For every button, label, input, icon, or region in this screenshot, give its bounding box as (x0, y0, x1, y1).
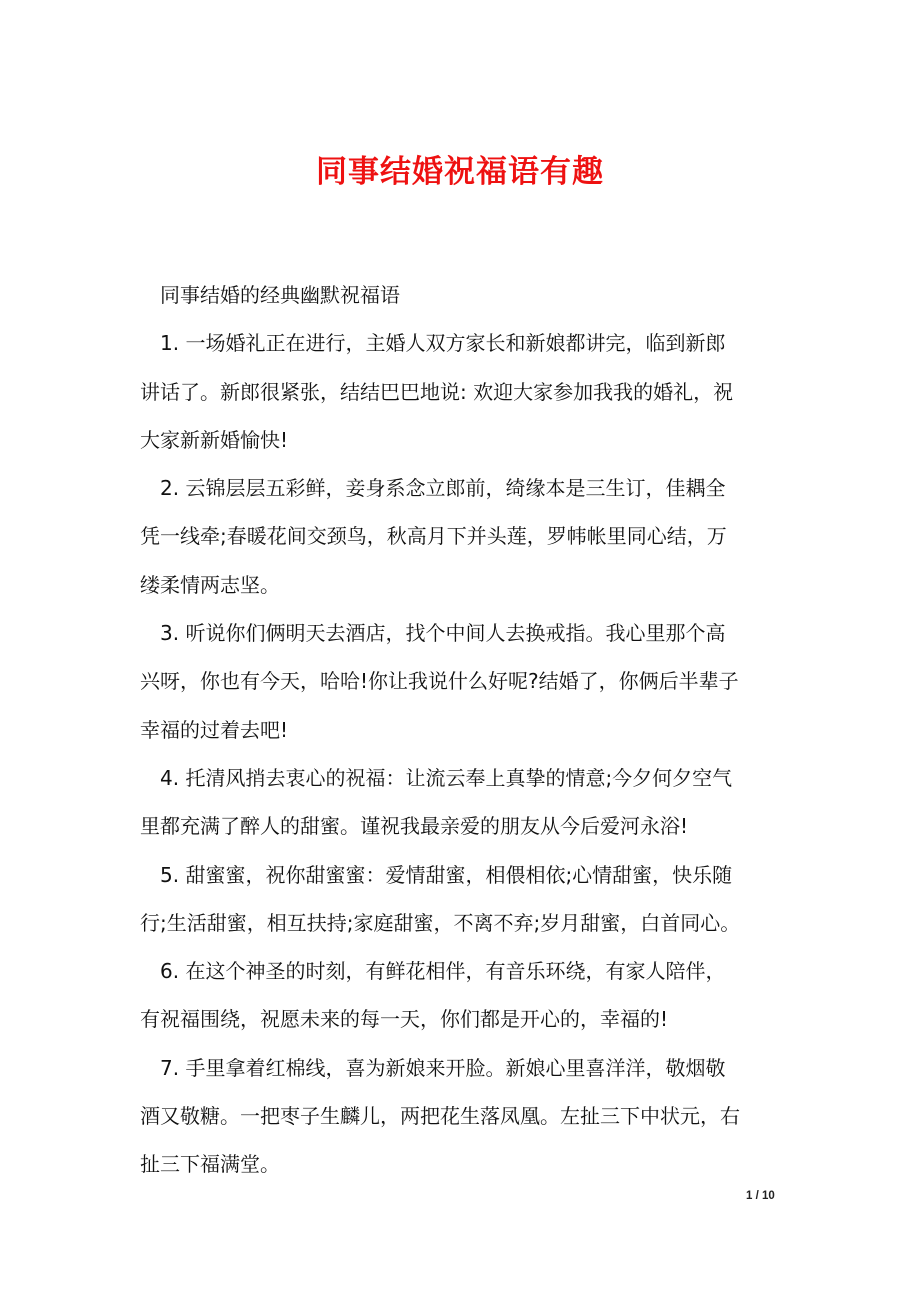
text-line: 里都充满了醉人的甜蜜。谨祝我最亲爱的朋友从今后爱河永浴! (140, 814, 689, 839)
section-heading (140, 271, 800, 319)
blessing-paragraph (140, 1044, 800, 1189)
text-line: 3. 听说你们俩明天去酒店，找个中间人去换戒指。我心里那个高 (160, 621, 726, 646)
text-line: 7. 手里拿着红棉线，喜为新娘来开脸。新娘心里喜洋洋，敬烟敬 (160, 1055, 726, 1080)
text-line: 凭一线牵;春暖花间交颈鸟，秋高月下并头莲，罗帏帐里同心结，万 (140, 524, 727, 549)
blessing-paragraph (140, 947, 800, 1044)
text-line: 2. 云锦层层五彩鲜，妾身系念立郎前，绮缘本是三生订，佳耦全 (160, 476, 726, 501)
text-line: 1. 一场婚礼正在进行，主婚人双方家长和新娘都讲完，临到新郎 (160, 331, 726, 356)
text-line: 4. 托清风捎去衷心的祝福：让流云奉上真挚的情意;今夕何夕空气 (160, 765, 733, 790)
text-line: 酒又敬糖。一把枣子生麟儿，两把花生落凤凰。左扯三下中状元，右 (140, 1104, 740, 1129)
text-line: 5. 甜蜜蜜，祝你甜蜜蜜：爱情甜蜜，相偎相依;心情甜蜜，快乐随 (160, 862, 733, 887)
blessing-paragraph (140, 851, 800, 948)
text-line: 同事结婚的经典幽默祝福语 (160, 283, 400, 307)
text-line: 6. 在这个神圣的时刻，有鲜花相伴，有音乐环绕，有家人陪伴， (160, 959, 726, 984)
blessing-paragraph (140, 609, 800, 754)
text-line: 幸福的过着去吧! (140, 717, 289, 742)
text-line: 缕柔情两志坚。 (140, 572, 280, 597)
blessing-paragraph (140, 319, 800, 464)
text-line: 讲话了。新郎很紧张，结结巴巴地说: 欢迎大家参加我我的婚礼，祝 (140, 379, 734, 404)
blessing-paragraph (140, 464, 800, 609)
text-line: 大家新新婚愉快! (140, 427, 289, 452)
document-body (140, 271, 800, 1189)
document-title: 同事结婚祝福语有趣 (316, 154, 604, 190)
blessing-paragraph (140, 754, 800, 851)
text-line: 兴呀，你也有今天，哈哈!你让我说什么好呢?结婚了，你俩后半辈子 (140, 669, 739, 694)
page-indicator: 1 / 10 (746, 1190, 775, 1202)
text-line: 有祝福围绕，祝愿未来的每一天，你们都是开心的，幸福的! (140, 1007, 669, 1032)
text-line: 行;生活甜蜜，相互扶持;家庭甜蜜，不离不弃;岁月甜蜜，白首同心。 (140, 910, 741, 935)
text-line: 扯三下福满堂。 (140, 1152, 280, 1177)
